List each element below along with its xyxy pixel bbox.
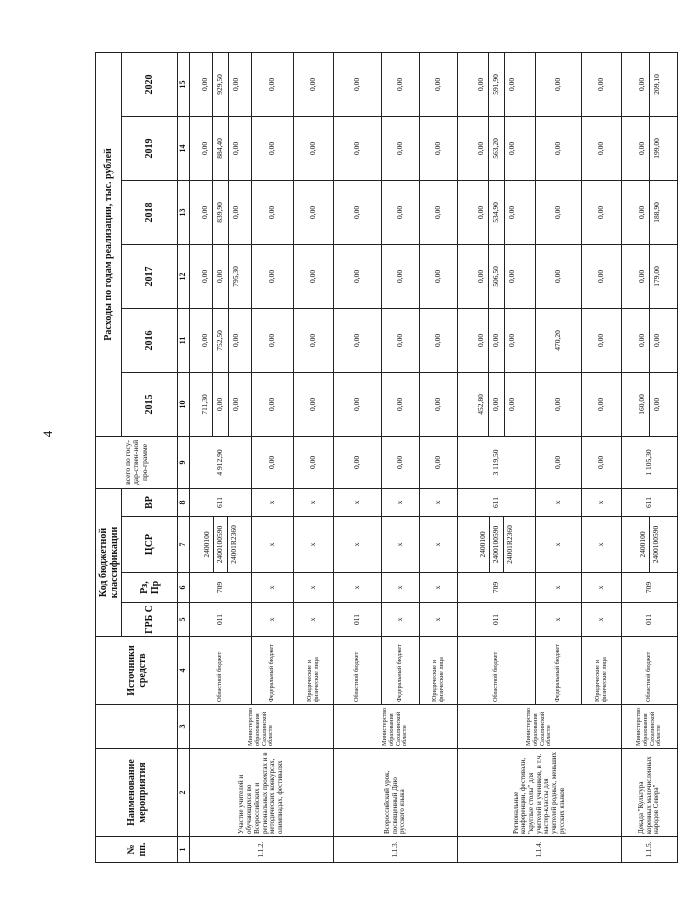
year-cell bbox=[458, 180, 536, 244]
year-value: 188,90 bbox=[652, 202, 661, 223]
year-value: 0,00 bbox=[652, 333, 661, 348]
year-cell: 0,00 bbox=[582, 52, 622, 116]
index-cell: 11 bbox=[178, 308, 190, 372]
source-cell: Федеральный бюджет bbox=[536, 637, 582, 705]
row-number: 1.1.3. bbox=[334, 837, 458, 863]
header-budget-code: Код бюджетной классификации bbox=[96, 488, 122, 636]
year-cell: 0,00 bbox=[252, 308, 294, 372]
year-cell: 0,00 bbox=[382, 372, 420, 436]
rzpr-cell: x bbox=[536, 573, 582, 603]
header-rzpr: Рз, Пр bbox=[122, 573, 178, 603]
year-cell bbox=[622, 308, 678, 372]
year-cell bbox=[458, 308, 536, 372]
year-cell: 0,00 bbox=[382, 244, 420, 308]
year-cell: 0,00 bbox=[334, 116, 382, 180]
year-cell: 0,00 bbox=[294, 244, 334, 308]
index-row bbox=[178, 52, 190, 862]
index-cell: 1 bbox=[178, 837, 190, 863]
year-cell: 0,00 bbox=[420, 372, 458, 436]
rzpr-cell: 709 bbox=[622, 573, 678, 603]
year-cell: 470,20 bbox=[536, 308, 582, 372]
year-cell bbox=[458, 116, 536, 180]
index-cell: 13 bbox=[178, 180, 190, 244]
year-cell: 0,00 bbox=[536, 52, 582, 116]
total-cell: 0,00 bbox=[420, 436, 458, 488]
csr-code: 2400100590 bbox=[651, 525, 660, 564]
table-body bbox=[190, 52, 678, 862]
table-row bbox=[334, 52, 382, 862]
index-cell: 15 bbox=[178, 52, 190, 116]
year-value: 0,00 bbox=[198, 181, 213, 244]
year-cell: 0,00 bbox=[382, 116, 420, 180]
csr-code: 2400100590 bbox=[214, 517, 227, 572]
csr-cell: x bbox=[420, 517, 458, 573]
index-cell: 7 bbox=[178, 517, 190, 573]
header-expenses: Расходы по годам реализации, тыс. рублей bbox=[96, 52, 122, 436]
year-value: 0,00 bbox=[198, 117, 213, 180]
header-total: всего по госу-дар-ствен-ной про-грамме bbox=[96, 436, 178, 488]
year-cell: 0,00 bbox=[582, 308, 622, 372]
grbs-cell: x bbox=[420, 603, 458, 637]
csr-cell: x bbox=[334, 517, 382, 573]
source-cell: Областной бюджет bbox=[458, 637, 536, 705]
year-cell: 0,00 bbox=[420, 244, 458, 308]
header-year: 2016 bbox=[122, 308, 178, 372]
year-value: 0,00 bbox=[635, 309, 650, 372]
source-cell: Юридические и физические лица bbox=[420, 637, 458, 705]
csr-cell bbox=[190, 517, 252, 573]
year-cell: 0,00 bbox=[582, 116, 622, 180]
year-cell: 0,00 bbox=[536, 116, 582, 180]
year-cell: 0,00 bbox=[582, 372, 622, 436]
csr-code: 2400100 bbox=[201, 517, 214, 572]
year-cell: 0,00 bbox=[536, 244, 582, 308]
csr-cell: x bbox=[252, 517, 294, 573]
year-value: 0,00 bbox=[474, 245, 489, 308]
rzpr-cell: x bbox=[582, 573, 622, 603]
year-cell bbox=[190, 116, 252, 180]
vr-cell: 611 bbox=[458, 488, 536, 516]
rzpr-cell: x bbox=[252, 573, 294, 603]
csr-cell bbox=[622, 517, 678, 573]
year-cell bbox=[190, 52, 252, 116]
rzpr-cell: x bbox=[420, 573, 458, 603]
total-cell: 0,00 bbox=[582, 436, 622, 488]
event-name: Всероссийский урок, посвященный Дню русского языка bbox=[334, 749, 458, 837]
year-value: 591,90 bbox=[489, 53, 504, 116]
year-cell: 0,00 bbox=[420, 116, 458, 180]
year-cell: 0,00 bbox=[582, 180, 622, 244]
grbs-cell: x bbox=[382, 603, 420, 637]
total-cell: 0,00 bbox=[334, 436, 382, 488]
year-value: 884,40 bbox=[213, 117, 228, 180]
source-cell: Федеральный бюджет bbox=[382, 637, 420, 705]
year-cell: 0,00 bbox=[334, 180, 382, 244]
csr-code: 24001R2360 bbox=[228, 525, 238, 564]
csr-cell: x bbox=[536, 517, 582, 573]
year-value: 839,90 bbox=[213, 181, 228, 244]
header-vr: ВР bbox=[122, 488, 178, 516]
total-cell: 3 119,50 bbox=[458, 436, 536, 488]
index-cell: 9 bbox=[178, 436, 190, 488]
year-value: 0,00 bbox=[506, 141, 516, 156]
year-cell: 0,00 bbox=[294, 308, 334, 372]
rzpr-cell: x bbox=[382, 573, 420, 603]
year-cell: 0,00 bbox=[294, 116, 334, 180]
executor: Министерство образования Сахалинской области bbox=[458, 705, 622, 749]
year-value: 0,00 bbox=[198, 53, 213, 116]
year-cell bbox=[622, 116, 678, 180]
rzpr-cell: x bbox=[334, 573, 382, 603]
csr-cell: x bbox=[582, 517, 622, 573]
year-value: 0,00 bbox=[474, 309, 489, 372]
csr-code: 2400100 bbox=[637, 517, 650, 572]
row-number: 1.1.2. bbox=[190, 837, 334, 863]
year-value: 0,00 bbox=[198, 309, 213, 372]
grbs-cell: x bbox=[582, 603, 622, 637]
header-year: 2015 bbox=[122, 372, 178, 436]
year-cell: 0,00 bbox=[252, 244, 294, 308]
index-cell: 8 bbox=[178, 488, 190, 516]
grbs-cell: 011 bbox=[622, 603, 678, 637]
rzpr-cell: x bbox=[294, 573, 334, 603]
table-row bbox=[622, 52, 678, 862]
year-value: 506,50 bbox=[489, 245, 504, 308]
year-value: 0,00 bbox=[506, 333, 516, 348]
year-value: 929,50 bbox=[213, 53, 228, 116]
year-value: 0,00 bbox=[230, 141, 240, 156]
year-value: 0,00 bbox=[652, 397, 661, 412]
vr-cell: 611 bbox=[190, 488, 252, 516]
executor: Министерство образования Сахалинской области bbox=[334, 705, 458, 749]
table-row bbox=[190, 52, 252, 862]
year-cell bbox=[190, 308, 252, 372]
year-value: 0,00 bbox=[198, 245, 213, 308]
total-cell: 0,00 bbox=[536, 436, 582, 488]
index-cell: 4 bbox=[178, 637, 190, 705]
year-value: 199,00 bbox=[652, 138, 661, 159]
year-value: 0,00 bbox=[489, 373, 504, 436]
year-value: 0,00 bbox=[489, 309, 504, 372]
header-executor bbox=[96, 705, 178, 749]
csr-code: 2400100590 bbox=[490, 517, 503, 572]
year-cell: 0,00 bbox=[582, 244, 622, 308]
year-cell: 0,00 bbox=[382, 308, 420, 372]
row-number: 1.1.4. bbox=[458, 837, 622, 863]
budget-table-sheet bbox=[95, 53, 663, 863]
header-year: 2019 bbox=[122, 116, 178, 180]
csr-cell: x bbox=[382, 517, 420, 573]
year-value: 0,00 bbox=[230, 205, 240, 220]
year-cell bbox=[190, 244, 252, 308]
source-cell: Областной бюджет bbox=[622, 637, 678, 705]
year-value: 452,80 bbox=[474, 373, 489, 436]
year-cell bbox=[458, 372, 536, 436]
index-cell: 2 bbox=[178, 749, 190, 837]
year-value: 0,00 bbox=[230, 333, 240, 348]
grbs-cell: x bbox=[252, 603, 294, 637]
header-year: 2017 bbox=[122, 244, 178, 308]
year-cell bbox=[622, 180, 678, 244]
year-cell: 0,00 bbox=[382, 52, 420, 116]
total-cell: 1 105,30 bbox=[622, 436, 678, 488]
year-value: 0,00 bbox=[474, 181, 489, 244]
source-cell: Федеральный бюджет bbox=[252, 637, 294, 705]
index-cell: 10 bbox=[178, 372, 190, 436]
source-cell: Юридические и физические лица bbox=[582, 637, 622, 705]
index-cell: 6 bbox=[178, 573, 190, 603]
year-cell: 0,00 bbox=[294, 180, 334, 244]
year-value: 563,20 bbox=[489, 117, 504, 180]
year-value: 0,00 bbox=[506, 397, 516, 412]
grbs-cell: 011 bbox=[334, 603, 382, 637]
year-cell: 0,00 bbox=[252, 372, 294, 436]
year-cell: 0,00 bbox=[382, 180, 420, 244]
source-cell: Юридические и физические лица bbox=[294, 637, 334, 705]
grbs-cell: 011 bbox=[190, 603, 252, 637]
header-year: 2020 bbox=[122, 52, 178, 116]
csr-code: 2400100 bbox=[477, 517, 490, 572]
header-name: Наименование мероприятия bbox=[96, 749, 178, 837]
executor: Министерство образования Сахалинской области bbox=[622, 705, 678, 749]
header-csr: ЦСР bbox=[122, 517, 178, 573]
source-cell: Областной бюджет bbox=[190, 637, 252, 705]
year-cell: 0,00 bbox=[536, 372, 582, 436]
year-cell bbox=[458, 52, 536, 116]
year-cell: 0,00 bbox=[536, 180, 582, 244]
event-name: Региональные конференции, фестивали, "круглые столы" для учителей и учеников, в т.ч. мастер-классы для учителей родных, меньших русских языков bbox=[458, 749, 622, 837]
total-cell: 0,00 bbox=[252, 436, 294, 488]
header-year: 2018 bbox=[122, 180, 178, 244]
header-num: № пп. bbox=[96, 837, 178, 863]
year-value: 160,00 bbox=[635, 373, 650, 436]
total-cell: 0,00 bbox=[382, 436, 420, 488]
event-name: Декада "Культура коренных малочисленных народов Севера" bbox=[622, 749, 678, 837]
year-value: 0,00 bbox=[230, 77, 240, 92]
year-cell: 0,00 bbox=[294, 52, 334, 116]
year-cell bbox=[622, 244, 678, 308]
event-name: Участие учителей и обучающихся во Всероссийских и региональных проектах и в методических конкурсах, олимпиадах, фестивалях bbox=[190, 749, 334, 837]
page-number: 4 bbox=[40, 430, 55, 438]
vr-cell: x bbox=[420, 488, 458, 516]
year-cell: 0,00 bbox=[252, 116, 294, 180]
year-cell: 0,00 bbox=[420, 180, 458, 244]
year-cell: 0,00 bbox=[334, 244, 382, 308]
header-sources: Источники средств bbox=[96, 637, 178, 705]
budget-table bbox=[95, 52, 678, 863]
vr-cell: x bbox=[252, 488, 294, 516]
year-value: 0,00 bbox=[506, 77, 516, 92]
year-value: 0,00 bbox=[506, 205, 516, 220]
year-value: 711,30 bbox=[198, 373, 213, 436]
year-value: 0,00 bbox=[474, 117, 489, 180]
year-cell: 0,00 bbox=[334, 308, 382, 372]
vr-cell: x bbox=[582, 488, 622, 516]
rzpr-cell: 709 bbox=[458, 573, 536, 603]
year-cell: 0,00 bbox=[420, 52, 458, 116]
year-cell: 0,00 bbox=[420, 308, 458, 372]
csr-cell bbox=[458, 517, 536, 573]
year-value: 534,90 bbox=[489, 181, 504, 244]
year-cell: 0,00 bbox=[294, 372, 334, 436]
csr-code: 24001R2360 bbox=[504, 525, 514, 564]
source-cell: Областной бюджет bbox=[334, 637, 382, 705]
year-cell: 0,00 bbox=[252, 180, 294, 244]
index-cell: 14 bbox=[178, 116, 190, 180]
grbs-cell: 011 bbox=[458, 603, 536, 637]
row-number: 1.1.5. bbox=[622, 837, 678, 863]
year-cell bbox=[190, 180, 252, 244]
total-cell: 4 912,90 bbox=[190, 436, 252, 488]
year-value: 0,00 bbox=[213, 373, 228, 436]
year-value: 0,00 bbox=[506, 269, 516, 284]
year-cell bbox=[458, 244, 536, 308]
vr-cell: x bbox=[382, 488, 420, 516]
index-cell: 12 bbox=[178, 244, 190, 308]
year-value: 209,10 bbox=[652, 74, 661, 95]
rzpr-cell: 709 bbox=[190, 573, 252, 603]
year-value: 179,00 bbox=[652, 266, 661, 287]
year-value: 795,30 bbox=[230, 266, 240, 287]
year-cell: 0,00 bbox=[334, 372, 382, 436]
table-row bbox=[458, 52, 536, 862]
grbs-cell: x bbox=[536, 603, 582, 637]
vr-cell: x bbox=[334, 488, 382, 516]
csr-cell: x bbox=[294, 517, 334, 573]
year-value: 0,00 bbox=[635, 181, 650, 244]
header-grbs: ГРБ С bbox=[122, 603, 178, 637]
year-value: 0,00 bbox=[635, 53, 650, 116]
year-cell bbox=[622, 372, 678, 436]
year-value: 752,50 bbox=[213, 309, 228, 372]
vr-cell: x bbox=[536, 488, 582, 516]
year-cell: 0,00 bbox=[252, 52, 294, 116]
year-value: 0,00 bbox=[213, 245, 228, 308]
executor: Министерство образования Сахалинской области bbox=[190, 705, 334, 749]
grbs-cell: x bbox=[294, 603, 334, 637]
index-cell: 5 bbox=[178, 603, 190, 637]
total-cell: 0,00 bbox=[294, 436, 334, 488]
vr-cell: 611 bbox=[622, 488, 678, 516]
year-value: 0,00 bbox=[635, 245, 650, 308]
year-value: 0,00 bbox=[230, 397, 240, 412]
year-cell: 0,00 bbox=[334, 52, 382, 116]
index-cell: 3 bbox=[178, 705, 190, 749]
year-cell bbox=[190, 372, 252, 436]
year-value: 0,00 bbox=[474, 53, 489, 116]
vr-cell: x bbox=[294, 488, 334, 516]
year-value: 0,00 bbox=[635, 117, 650, 180]
year-cell bbox=[622, 52, 678, 116]
